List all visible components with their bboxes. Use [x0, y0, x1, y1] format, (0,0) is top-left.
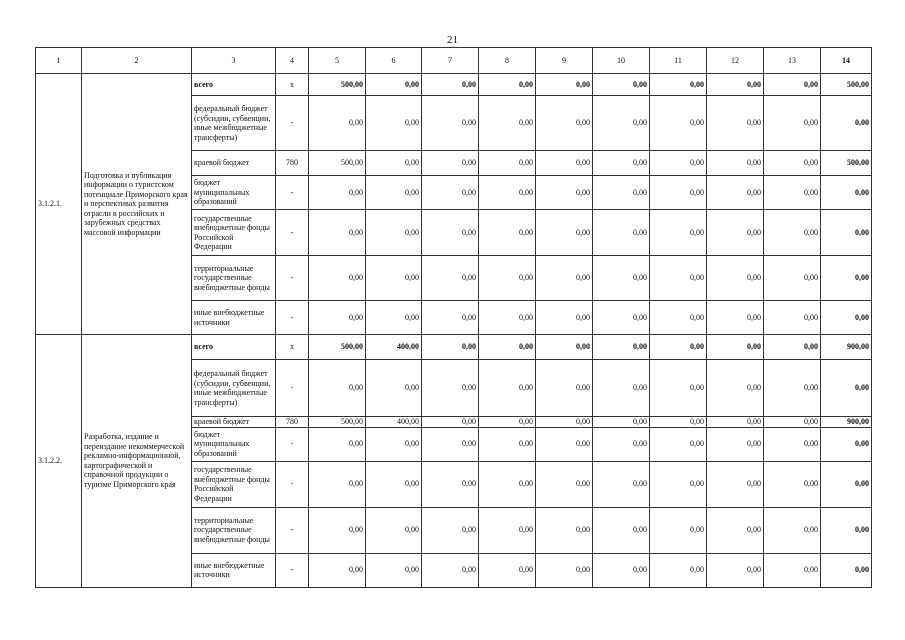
- year-value: 0,00: [593, 176, 650, 210]
- year-value: 0,00: [366, 461, 422, 507]
- year-value: 0,00: [422, 256, 479, 301]
- year-value: 0,00: [366, 427, 422, 461]
- column-header: 13: [764, 48, 821, 74]
- year-value: 0,00: [707, 335, 764, 360]
- table-row: [36, 74, 872, 96]
- year-value: 0,00: [309, 360, 366, 417]
- year-value: 0,00: [536, 461, 593, 507]
- measure-code: 3.1.2.1.: [36, 74, 82, 335]
- budget-code: -: [276, 427, 309, 461]
- column-header: 12: [707, 48, 764, 74]
- year-value: 0,00: [593, 553, 650, 587]
- year-value: 0,00: [764, 210, 821, 256]
- year-value: 0,00: [536, 176, 593, 210]
- year-value: 0,00: [650, 507, 707, 553]
- column-header: 2: [82, 48, 192, 74]
- year-value: 0,00: [650, 427, 707, 461]
- budget-code: -: [276, 360, 309, 417]
- total-value: 900,00: [821, 417, 872, 428]
- column-header: 5: [309, 48, 366, 74]
- column-header: 9: [536, 48, 593, 74]
- year-value: 0,00: [536, 553, 593, 587]
- year-value: 0,00: [366, 176, 422, 210]
- budget-code: -: [276, 176, 309, 210]
- year-value: 0,00: [593, 335, 650, 360]
- year-value: 0,00: [422, 417, 479, 428]
- year-value: 0,00: [536, 301, 593, 335]
- year-value: 0,00: [479, 96, 536, 151]
- year-value: 0,00: [536, 360, 593, 417]
- total-value: 0,00: [821, 210, 872, 256]
- year-value: 0,00: [422, 301, 479, 335]
- year-value: 0,00: [366, 210, 422, 256]
- year-value: 0,00: [707, 507, 764, 553]
- table-row: [36, 335, 872, 360]
- total-value: 0,00: [821, 553, 872, 587]
- measure-code: 3.1.2.2.: [36, 335, 82, 588]
- year-value: 0,00: [479, 74, 536, 96]
- year-value: 0,00: [707, 301, 764, 335]
- year-value: 0,00: [479, 417, 536, 428]
- year-value: 0,00: [593, 256, 650, 301]
- page-number: 21: [447, 34, 458, 46]
- year-value: 0,00: [650, 417, 707, 428]
- year-value: 0,00: [536, 427, 593, 461]
- total-value: 0,00: [821, 301, 872, 335]
- funding-source: всего: [192, 335, 276, 360]
- column-header: 1: [36, 48, 82, 74]
- budget-code: -: [276, 507, 309, 553]
- year-value: 0,00: [536, 74, 593, 96]
- funding-source: всего: [192, 74, 276, 96]
- year-value: 0,00: [764, 176, 821, 210]
- year-value: 0,00: [593, 74, 650, 96]
- year-value: 0,00: [536, 96, 593, 151]
- funding-source: государственные внебюджетные фонды Российской Федерации: [192, 210, 276, 256]
- year-value: 0,00: [764, 427, 821, 461]
- year-value: 0,00: [764, 553, 821, 587]
- total-value: 0,00: [821, 256, 872, 301]
- year-value: 0,00: [479, 335, 536, 360]
- year-value: 0,00: [422, 176, 479, 210]
- column-header: 3: [192, 48, 276, 74]
- funding-source: федеральный бюджет (субсидии, субвенции, иные межбюджетные трансферты): [192, 360, 276, 417]
- year-value: 0,00: [536, 417, 593, 428]
- total-value: 0,00: [821, 427, 872, 461]
- year-value: 0,00: [479, 553, 536, 587]
- funding-source: бюджет муниципальных образований: [192, 176, 276, 210]
- year-value: 0,00: [707, 417, 764, 428]
- year-value: 0,00: [764, 151, 821, 176]
- year-value: 0,00: [366, 256, 422, 301]
- year-value: 0,00: [536, 256, 593, 301]
- funding-source: государственные внебюджетные фонды Российской Федерации: [192, 461, 276, 507]
- total-value: 0,00: [821, 96, 872, 151]
- year-value: 0,00: [479, 176, 536, 210]
- year-value: 0,00: [650, 176, 707, 210]
- year-value: 0,00: [366, 151, 422, 176]
- year-value: 0,00: [650, 461, 707, 507]
- year-value: 0,00: [650, 74, 707, 96]
- year-value: 0,00: [707, 427, 764, 461]
- year-value: 0,00: [309, 427, 366, 461]
- year-value: 500,00: [309, 151, 366, 176]
- year-value: 0,00: [309, 176, 366, 210]
- total-value: 0,00: [821, 507, 872, 553]
- year-value: 0,00: [707, 176, 764, 210]
- budget-code: 780: [276, 151, 309, 176]
- year-value: 0,00: [479, 427, 536, 461]
- budget-table: [35, 47, 872, 588]
- year-value: 0,00: [422, 507, 479, 553]
- year-value: 0,00: [366, 301, 422, 335]
- funding-source: территориальные государственные внебюджетные фонды: [192, 507, 276, 553]
- year-value: 500,00: [309, 335, 366, 360]
- total-value: 0,00: [821, 360, 872, 417]
- funding-source: территориальные государственные внебюджетные фонды: [192, 256, 276, 301]
- year-value: 0,00: [650, 256, 707, 301]
- year-value: 0,00: [479, 210, 536, 256]
- year-value: 0,00: [593, 507, 650, 553]
- year-value: 0,00: [422, 210, 479, 256]
- budget-code: -: [276, 461, 309, 507]
- budget-code: -: [276, 256, 309, 301]
- year-value: 0,00: [650, 96, 707, 151]
- year-value: 0,00: [309, 301, 366, 335]
- year-value: 0,00: [422, 360, 479, 417]
- column-header: 14: [821, 48, 872, 74]
- year-value: 0,00: [309, 507, 366, 553]
- year-value: 0,00: [764, 256, 821, 301]
- funding-source: иные внебюджетные источники: [192, 301, 276, 335]
- year-value: 0,00: [707, 210, 764, 256]
- year-value: 400,00: [366, 417, 422, 428]
- year-value: 0,00: [593, 427, 650, 461]
- year-value: 0,00: [650, 360, 707, 417]
- year-value: 0,00: [764, 335, 821, 360]
- year-value: 0,00: [366, 553, 422, 587]
- year-value: 0,00: [536, 507, 593, 553]
- year-value: 0,00: [593, 301, 650, 335]
- year-value: 0,00: [593, 210, 650, 256]
- budget-code: 780: [276, 417, 309, 428]
- header-row: [36, 48, 872, 74]
- year-value: 0,00: [650, 301, 707, 335]
- total-value: 500,00: [821, 74, 872, 96]
- year-value: 0,00: [422, 74, 479, 96]
- year-value: 0,00: [536, 210, 593, 256]
- year-value: 0,00: [650, 335, 707, 360]
- year-value: 0,00: [366, 360, 422, 417]
- year-value: 0,00: [309, 553, 366, 587]
- year-value: 0,00: [764, 360, 821, 417]
- year-value: 0,00: [479, 151, 536, 176]
- year-value: 0,00: [479, 301, 536, 335]
- year-value: 0,00: [309, 461, 366, 507]
- year-value: 0,00: [422, 96, 479, 151]
- year-value: 0,00: [422, 461, 479, 507]
- year-value: 0,00: [536, 151, 593, 176]
- year-value: 0,00: [650, 553, 707, 587]
- column-header: 7: [422, 48, 479, 74]
- year-value: 0,00: [707, 256, 764, 301]
- year-value: 0,00: [309, 96, 366, 151]
- year-value: 0,00: [707, 553, 764, 587]
- budget-code: -: [276, 553, 309, 587]
- year-value: 0,00: [593, 417, 650, 428]
- year-value: 0,00: [707, 96, 764, 151]
- year-value: 0,00: [593, 151, 650, 176]
- year-value: 500,00: [309, 74, 366, 96]
- column-header: 10: [593, 48, 650, 74]
- total-value: 500,00: [821, 151, 872, 176]
- year-value: 0,00: [366, 507, 422, 553]
- total-value: 0,00: [821, 461, 872, 507]
- year-value: 0,00: [707, 74, 764, 96]
- year-value: 0,00: [366, 96, 422, 151]
- year-value: 0,00: [479, 507, 536, 553]
- year-value: 500,00: [309, 417, 366, 428]
- funding-source: иные внебюджетные источники: [192, 553, 276, 587]
- budget-code: -: [276, 96, 309, 151]
- year-value: 0,00: [707, 461, 764, 507]
- year-value: 400,00: [366, 335, 422, 360]
- funding-source: краевой бюджет: [192, 151, 276, 176]
- year-value: 0,00: [422, 427, 479, 461]
- year-value: 0,00: [764, 74, 821, 96]
- column-header: 11: [650, 48, 707, 74]
- year-value: 0,00: [593, 360, 650, 417]
- year-value: 0,00: [593, 461, 650, 507]
- column-header: 8: [479, 48, 536, 74]
- year-value: 0,00: [650, 210, 707, 256]
- year-value: 0,00: [422, 151, 479, 176]
- year-value: 0,00: [764, 417, 821, 428]
- year-value: 0,00: [366, 74, 422, 96]
- year-value: 0,00: [707, 360, 764, 417]
- year-value: 0,00: [309, 256, 366, 301]
- measure-name: Разработка, издание и переиздание некоммерческой рекламно-информационной, картографической и справочной продукции о туризме Приморского края: [82, 335, 192, 588]
- total-value: 900,00: [821, 335, 872, 360]
- year-value: 0,00: [479, 256, 536, 301]
- year-value: 0,00: [479, 360, 536, 417]
- year-value: 0,00: [764, 96, 821, 151]
- year-value: 0,00: [422, 553, 479, 587]
- budget-code: -: [276, 210, 309, 256]
- budget-code: х: [276, 74, 309, 96]
- measure-name: Подготовка и публикация информации о туристском потенциале Приморского края и перспективах развития отрасли в российских и зарубежных средствах массовой информации: [82, 74, 192, 335]
- year-value: 0,00: [650, 151, 707, 176]
- year-value: 0,00: [707, 151, 764, 176]
- total-value: 0,00: [821, 176, 872, 210]
- budget-code: -: [276, 301, 309, 335]
- year-value: 0,00: [764, 507, 821, 553]
- column-header: 4: [276, 48, 309, 74]
- column-header: 6: [366, 48, 422, 74]
- year-value: 0,00: [593, 96, 650, 151]
- funding-source: бюджет муниципальных образований: [192, 427, 276, 461]
- funding-source: краевой бюджет: [192, 417, 276, 428]
- year-value: 0,00: [536, 335, 593, 360]
- year-value: 0,00: [479, 461, 536, 507]
- budget-code: х: [276, 335, 309, 360]
- year-value: 0,00: [422, 335, 479, 360]
- funding-source: федеральный бюджет (субсидии, субвенции, иные межбюджетные трансферты): [192, 96, 276, 151]
- year-value: 0,00: [764, 301, 821, 335]
- year-value: 0,00: [309, 210, 366, 256]
- year-value: 0,00: [764, 461, 821, 507]
